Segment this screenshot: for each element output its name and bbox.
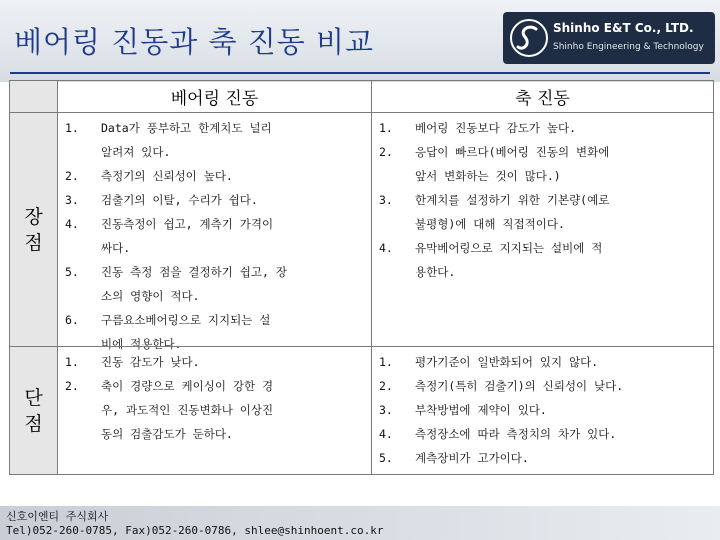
- item-number: 2.: [65, 169, 79, 183]
- corner-cell: [9, 80, 58, 113]
- item-number: 1.: [379, 355, 393, 369]
- item-text: 검출기의 이탈, 수리가 쉽다.: [101, 193, 258, 207]
- item-text: 우, 과도적인 진동변화나 이상진: [101, 403, 274, 417]
- item-text: 축이 경량으로 케이싱이 강한 경: [101, 379, 274, 393]
- item-text: 측정기의 신뢰성이 높다.: [101, 169, 233, 183]
- item-text: 한계치를 설정하기 위한 기본량(예로: [415, 193, 610, 207]
- item-number: 1.: [65, 121, 79, 135]
- item-text: 동의 검출감도가 둔하다.: [101, 427, 233, 441]
- item-text: 측정기(특히 검출기)의 신뢰성이 낮다.: [415, 379, 624, 393]
- item-text: 평가기준이 일반화되어 있지 않다.: [415, 355, 599, 369]
- header-divider: [10, 72, 710, 74]
- logo-company-name: Shinho E&T Co., LTD.: [553, 21, 694, 35]
- footer-contact: Tel)052-260-0785, Fax)052-260-0786, shlee@shinhoent.co.kr: [6, 524, 384, 537]
- page-title: 베어링 진동과 축 진동 비교: [14, 25, 375, 59]
- item-text: 진동측정이 쉽고, 계측기 가격이: [101, 217, 274, 231]
- item-number: 2.: [379, 379, 393, 393]
- row-label-disadvantages: 단 점: [9, 346, 58, 475]
- company-logo: [503, 12, 715, 64]
- item-number: 3.: [379, 403, 393, 417]
- column-header-shaft: 축 진동: [371, 80, 714, 113]
- item-number: 5.: [65, 265, 79, 279]
- item-text: Data가 풍부하고 한계치도 널리: [101, 121, 272, 135]
- item-number: 6.: [65, 313, 79, 327]
- item-number: 4.: [379, 427, 393, 441]
- item-text: 측정장소에 따라 측정치의 차가 있다.: [415, 427, 617, 441]
- item-text: 응답이 빠르다(베어링 진동의 변화에: [415, 145, 610, 159]
- item-text: 싸다.: [101, 241, 131, 255]
- column-header-bearing: 베어링 진동: [57, 80, 372, 113]
- item-number: 3.: [65, 193, 79, 207]
- logo-company-subtitle: Shinho Engineering & Technology: [553, 42, 704, 52]
- item-text: 부착방법에 제약이 있다.: [415, 403, 547, 417]
- item-number: 2.: [379, 145, 393, 159]
- item-text: 앞서 변화하는 것이 많다.): [415, 169, 561, 183]
- item-number: 1.: [65, 355, 79, 369]
- item-number: 5.: [379, 451, 393, 465]
- footer-company: 신호이엔티 주식회사: [6, 510, 109, 523]
- item-text: 불평형)에 대해 직접적이다.: [415, 217, 565, 231]
- s-logo-icon: [509, 18, 549, 58]
- item-number: 1.: [379, 121, 393, 135]
- item-number: 4.: [379, 241, 393, 255]
- item-text: 비에 적용한다.: [101, 337, 182, 351]
- item-text: 계측장비가 고가이다.: [415, 451, 529, 465]
- item-text: 진동 측정 점을 결정하기 쉽고, 장: [101, 265, 287, 279]
- item-text: 베어링 진동보다 감도가 높다.: [415, 121, 577, 135]
- item-text: 용한다.: [415, 265, 456, 279]
- item-number: 3.: [379, 193, 393, 207]
- item-text: 알려져 있다.: [101, 145, 171, 159]
- item-text: 구름요소베어링으로 지지되는 설: [101, 313, 271, 327]
- item-text: 소의 영향이 적다.: [101, 289, 200, 303]
- item-text: 유막베어링으로 지지되는 설비에 적: [415, 241, 603, 255]
- row-label-advantages: 장 점: [9, 112, 58, 347]
- item-text: 진동 감도가 낮다.: [101, 355, 200, 369]
- item-number: 4.: [65, 217, 79, 231]
- item-number: 2.: [65, 379, 79, 393]
- comparison-table: [9, 80, 713, 474]
